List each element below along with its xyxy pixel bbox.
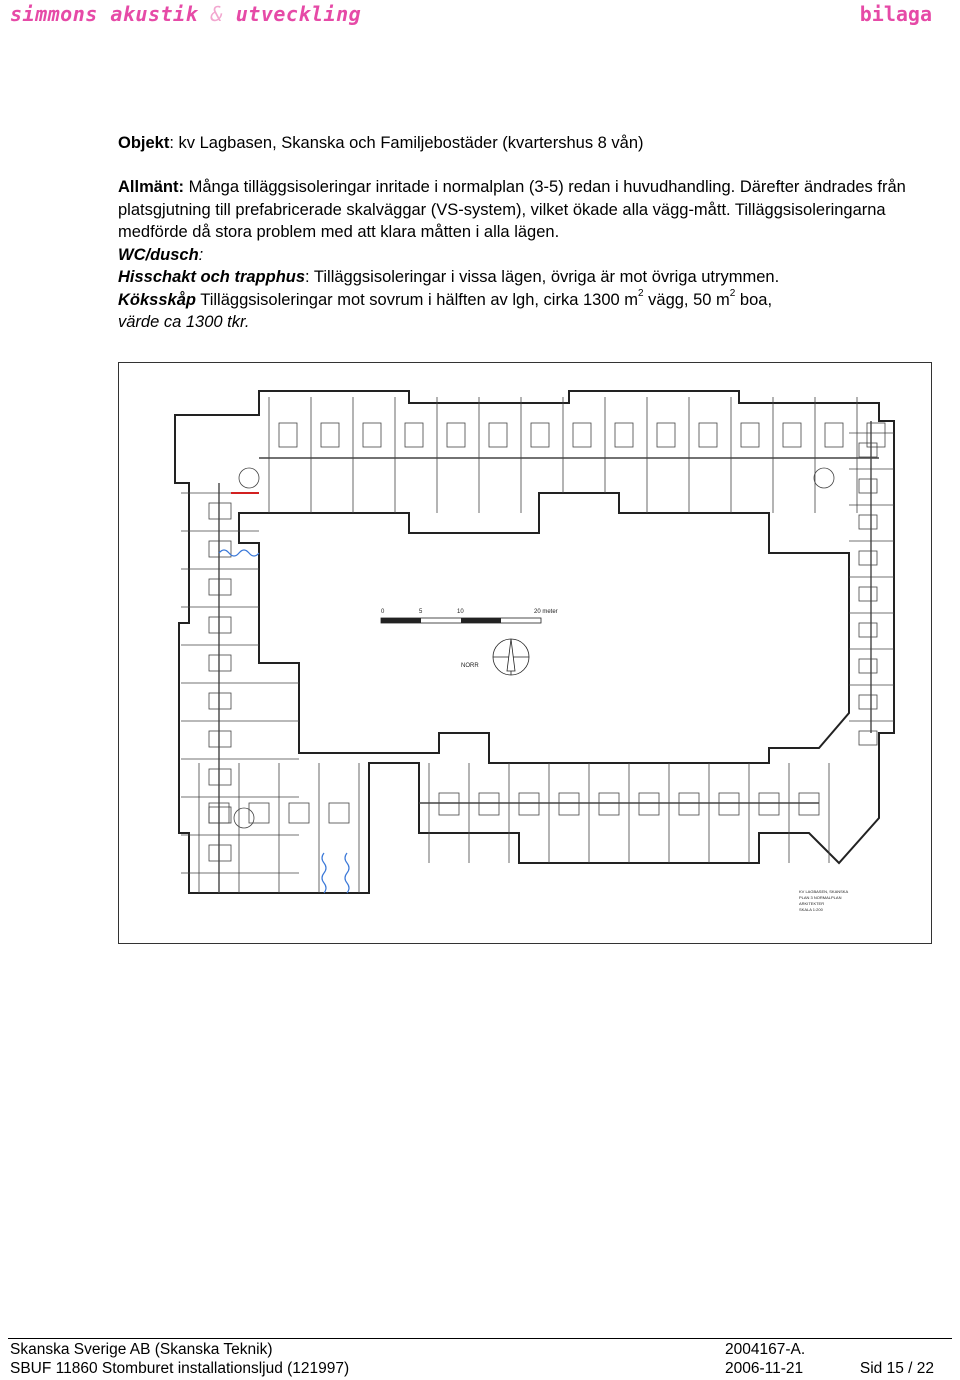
kok-label: Köksskåp [118, 290, 196, 309]
plan-room-outline [825, 423, 843, 447]
scale-label-20: 20 meter [534, 609, 558, 615]
plan-room-outline [859, 443, 877, 457]
plan-room-outline [209, 579, 231, 595]
north-arrow [461, 639, 529, 675]
plan-room-outline [209, 541, 231, 557]
plan-room-outline [559, 793, 579, 815]
kok-text-2: vägg, 50 m [643, 290, 730, 309]
plan-interior-lines [181, 397, 894, 893]
brand-name-part2: utveckling [235, 2, 362, 26]
highlight-blue-wiggle-bottom-2 [345, 853, 349, 893]
plan-room-outline [209, 769, 231, 785]
highlight-blue-wiggle-top [219, 550, 259, 556]
document-type-label: bilaga [859, 2, 932, 26]
plan-room-outline [615, 423, 633, 447]
plan-room-outline [531, 423, 549, 447]
plan-stair-outline [239, 468, 259, 488]
plan-room-outline [289, 803, 309, 823]
plan-stair-outline [814, 468, 834, 488]
brand-ampersand: & [210, 2, 224, 26]
plan-room-outline [249, 803, 269, 823]
plan-room-outline [479, 793, 499, 815]
plan-room-outline [657, 423, 675, 447]
plan-room-outline [859, 551, 877, 565]
plan-room-outline [859, 587, 877, 601]
plan-room-outline [799, 793, 819, 815]
plan-room-outline [439, 793, 459, 815]
kok-text-1: Tilläggsisoleringar mot sovrum i hälften av lgh, cirka 1300 m [195, 290, 638, 309]
plan-room-outline [279, 423, 297, 447]
courtyard-wall [239, 493, 849, 763]
footer-company: Skanska Sverige AB (Skanska Teknik) [10, 1341, 273, 1358]
kok-sup-1: 2 [638, 288, 644, 299]
plan-room-outline [573, 423, 591, 447]
floor-plan-svg [119, 363, 931, 943]
plan-room-outline [759, 793, 779, 815]
plan-room-outline [447, 423, 465, 447]
plan-room-outline [859, 731, 877, 745]
page-header [0, 0, 960, 31]
objekt-paragraph [118, 132, 918, 155]
plan-room-outline [209, 503, 231, 519]
footer-page-number: Sid 15 / 22 [859, 1360, 934, 1377]
kok-paragraph [118, 289, 918, 334]
plan-room-outline [321, 423, 339, 447]
wc-label: WC/dusch [118, 245, 199, 264]
allmant-label: Allmänt: [118, 178, 184, 196]
title-block-line-1: KV LAGBASEN, SKANSKA [799, 889, 849, 894]
kok-text-3: boa, [735, 290, 773, 309]
scale-label-0: 0 [381, 609, 385, 615]
plan-room-outline [859, 659, 877, 673]
plan-room-outline [679, 793, 699, 815]
plan-room-outline [209, 845, 231, 861]
objekt-text: : kv Lagbasen, Skanska och Familjebostäder (kvartershus 8 vån) [169, 134, 644, 152]
highlight-blue-wiggle-bottom [322, 853, 326, 893]
description-section [118, 176, 918, 334]
plan-room-outline [519, 793, 539, 815]
plan-room-outline [209, 617, 231, 633]
plan-room-outline [489, 423, 507, 447]
footer-divider [8, 1338, 952, 1339]
north-label: NORR [461, 663, 479, 669]
plan-walls [175, 391, 894, 893]
plan-room-outline [405, 423, 423, 447]
drawing-title-block [799, 889, 848, 912]
scale-bar [381, 609, 558, 623]
plan-room-outline [859, 479, 877, 493]
scale-label-10: 10 [457, 609, 464, 615]
objekt-label: Objekt [118, 134, 170, 152]
hisschakt-text: : Tilläggsisoleringar i vissa lägen, övriga är mot övriga utrymmen. [305, 268, 780, 286]
allmant-text: Många tilläggsisoleringar inritade i normalplan (3-5) redan i huvudhandling. Därefter ändrades från platsgjutning till prefabricerade skalväggar (VS-system), vilket ökade alla vägg-mått. Tilläggsisoleringarna medförde då stora problem med att klara måtten i alla lägen. [118, 178, 906, 241]
plan-room-outline [783, 423, 801, 447]
footer-date: 2006-11-21 [725, 1360, 804, 1377]
wc-suffix: : [198, 245, 204, 264]
brand-logo [10, 2, 361, 26]
plan-room-outline [639, 793, 659, 815]
plan-room-outline [209, 731, 231, 747]
plan-room-outline [719, 793, 739, 815]
wc-paragraph [118, 244, 918, 267]
plan-room-outline [209, 807, 231, 823]
footer-project: SBUF 11860 Stomburet installationsljud (121997) [10, 1360, 350, 1377]
hisschakt-paragraph [118, 266, 918, 289]
outer-wall [175, 391, 894, 893]
title-block-line-4: SKALA 1:200 [799, 907, 823, 912]
brand-name-part1: simmons akustik [10, 2, 199, 26]
footer-report-number: 2004167-A. [725, 1341, 806, 1358]
plan-room-outline [859, 695, 877, 709]
hisschakt-label: Hisschakt och trapphus [118, 268, 306, 286]
kok-sup-2: 2 [729, 288, 736, 299]
plan-room-outline [209, 693, 231, 709]
plan-room-outline [599, 793, 619, 815]
plan-room-outline [699, 423, 717, 447]
plan-room-outline [209, 655, 231, 671]
allmant-paragraph [118, 176, 918, 244]
kok-text-4: värde ca 1300 tkr. [118, 313, 250, 331]
plan-room-outline [741, 423, 759, 447]
title-block-line-3: ARKITEKTER [799, 901, 825, 906]
plan-room-outline [363, 423, 381, 447]
plan-room-outline [859, 515, 877, 529]
scale-label-5: 5 [419, 609, 423, 615]
plan-stair-outline [234, 808, 254, 828]
plan-room-outline [329, 803, 349, 823]
title-block-line-2: PLAN 3 NORMALPLAN [799, 895, 842, 900]
plan-room-outline [859, 623, 877, 637]
floor-plan-drawing [118, 362, 932, 944]
